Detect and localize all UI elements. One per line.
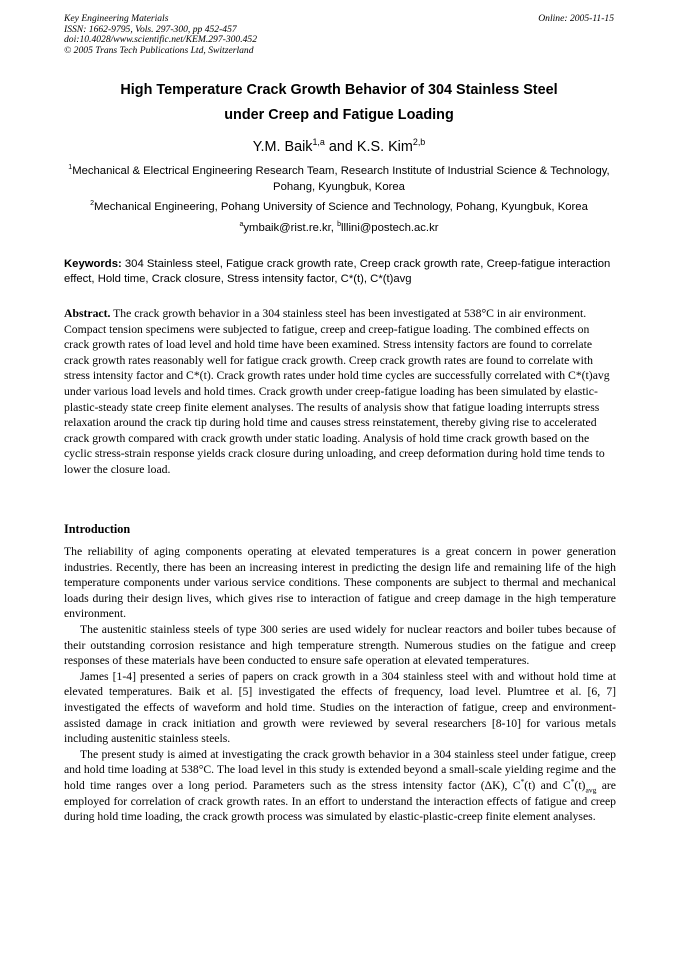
intro-p4-part-b: (t) and C <box>524 778 571 792</box>
keywords-label: Keywords: <box>64 258 122 270</box>
intro-paragraph-3: James [1-4] presented a series of papers on crack growth in a 304 stainless steel with and without hold time at elevated temperatures. Baik et al. [5] investigated the effects of frequency, load level. Plumtree et al. [6, 7] investigated the effects of waveform and hold time. Studies on the interaction of fatigue, creep and environment-assisted damage in crack initiation and growth were reviewed by several researchers [8-10] for various metals including austenitic stainless steels. <box>64 669 616 746</box>
intro-p4-star-1: * <box>520 777 525 787</box>
keywords-text: 304 Stainless steel, Fatigue crack growth rate, Creep crack growth rate, Creep-fatigue interaction effect, Hold time, Crack closure, Stress intensity factor, C*(t), C*(t)avg <box>64 258 611 285</box>
author-2-marker: 2,b <box>412 137 426 148</box>
affiliation-2-text: Mechanical Engineering, Pohang University of Science and Technology, Pohang, Kyungbuk, Korea <box>94 201 588 213</box>
author-1: Y.M. Baik <box>252 139 313 155</box>
online-date: Online: 2005-11-15 <box>538 13 614 24</box>
intro-p4-avg-subscript: avg <box>585 785 597 795</box>
journal-header <box>64 14 257 56</box>
intro-p4-star-2: * <box>570 777 575 787</box>
author-connector: and <box>324 139 357 155</box>
email-line <box>64 220 614 236</box>
affiliation-2-marker: 2 <box>90 200 95 208</box>
introduction-heading: Introduction <box>64 522 131 536</box>
copyright-line: © 2005 Trans Tech Publications Ltd, Switzerland <box>64 44 254 56</box>
title-line-1: High Temperature Crack Growth Behavior of 304 Stainless Steel <box>120 82 558 98</box>
abstract-text: The crack growth behavior in a 304 stainless steel has been investigated at 538°C in air environment. Compact tension specimens were subjected to fatigue, creep and creep-fatigue loading. The combined effects on crack growth rates of load level and hold time have been examined. Stress intensity factors are found to correlate crack growth rates reasonably well for fatigue crack growth. Creep crack growth rates are found to correlate with stress intensity factor and C*(t). Crack growth rates under hold time cycles are successfully correlated with C*(t)avg under various load levels and hold times. Crack growth under creep-fatigue loading has been simulated by elastic-plastic-steady state creep finite element analyses. The results of analysis show that fatigue loading interrupts stress relaxation around the crack tip during hold time and causes stress reinstatement, thereby giving rise to accelerated crack growth compared with crack growth under static loading. Analysis of hold time crack growth based on the cyclic stress-strain response yields crack closure during unloading, and creep deformation during hold time tends to lower the closure load. <box>64 307 610 476</box>
affiliation-1 <box>64 163 614 195</box>
email-b[interactable]: lllini@postech.ac.kr <box>341 222 439 234</box>
paper-title <box>64 78 614 128</box>
intro-paragraph-2: The austenitic stainless steels of type 300 series are used widely for nuclear reactors and boiler tubes because of their outstanding corrosion resistance and high temperature strength. Numerous studies on the fatigue and creep responses of these materials have been conducted to ensure safe operation at elevated temperatures. <box>64 622 616 668</box>
journal-name: Key Engineering Materials <box>64 13 169 24</box>
keywords-block <box>64 257 616 286</box>
abstract-block <box>64 306 616 478</box>
issn-line: ISSN: 1662-9795, Vols. 297-300, pp 452-457 <box>64 23 237 35</box>
intro-p4-part-c: (t) <box>574 778 586 792</box>
abstract-label: Abstract. <box>64 307 111 320</box>
intro-p4-part-a: The present study is aimed at investigating the crack growth behavior in a 304 stainless steel under fatigue, creep and hold time loading at 538°C. The load level in this study is extended beyond a small-scale yielding regime and the hold time ranges over a long period. Parameters such as the stress intensity factor (ΔK), C <box>64 747 616 792</box>
intro-paragraph-4 <box>64 747 616 825</box>
affiliation-1-marker: 1 <box>68 164 73 172</box>
author-2: K.S. Kim <box>356 139 413 155</box>
title-line-2: under Creep and Fatigue Loading <box>224 107 454 123</box>
doi-line: doi:10.4028/www.scientific.net/KEM.297-300.452 <box>64 34 258 46</box>
author-1-marker: 1,a <box>312 137 325 148</box>
email-a[interactable]: ymbaik@rist.re.kr, <box>243 222 338 234</box>
affiliation-2 <box>64 199 614 215</box>
introduction-body <box>64 544 616 825</box>
intro-p4-part-d: are employed for correlation of crack growth rates. In an effort to understand the interaction effects of fatigue and creep during hold time loading, the crack growth process was simulated by elastic-plastic-creep finite element analyses. <box>64 778 616 824</box>
affiliation-1-text: Mechanical & Electrical Engineering Research Team, Research Institute of Industrial Science & Technology, Pohang, Kyungbuk, Korea <box>72 165 610 193</box>
email-a-marker: a <box>239 221 244 229</box>
email-b-marker: b <box>337 221 341 229</box>
author-list <box>64 137 614 157</box>
intro-paragraph-1: The reliability of aging components operating at elevated temperatures is a great concern in power generation industries. Recently, there has been an increasing interest in predicting the design life and remaining life of the high temperature components under various service conditions. These components are subject to thermal and mechanical loads during their design lives, which gives rise to interaction of fatigue and creep damage in the high temperature environment. <box>64 545 616 621</box>
